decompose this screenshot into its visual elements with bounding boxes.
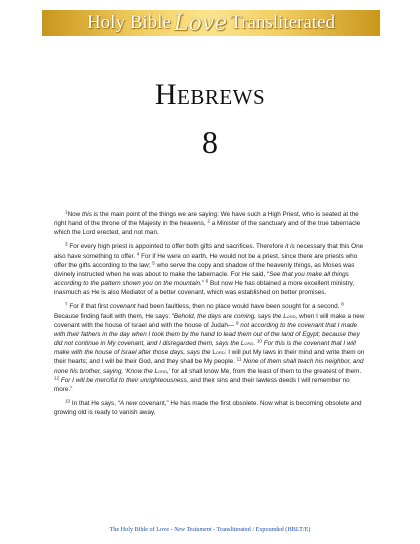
footer-text: The Holy Bible of Love - bbox=[109, 526, 175, 533]
verse-number: 4 bbox=[136, 251, 140, 257]
chapter-text bbox=[54, 210, 366, 422]
verse-number: 5 bbox=[152, 260, 155, 266]
verse-number: 7 bbox=[65, 302, 68, 308]
banner-middle-text: Love bbox=[173, 10, 228, 36]
verse-text: : I will put My laws in their mind and write them on their hearts; and I will be their God, and they shall be My people. bbox=[54, 349, 365, 366]
banner-left-text: Holy Bible bbox=[86, 12, 171, 33]
verse-number: 2 bbox=[207, 218, 210, 224]
lord-text: Lord bbox=[212, 349, 225, 357]
verse-text: For I will be merciful to their unrighteousness bbox=[59, 376, 187, 384]
verse-text: for all shall know Me, from the least of them to the greatest of them. bbox=[170, 367, 362, 375]
verse-text: covenant,” He has made the first obsolete. Now what is becoming obsolete and growing old is ready to vanish away. bbox=[54, 399, 362, 417]
verse-text: A new bbox=[119, 399, 138, 407]
page-footer bbox=[0, 526, 420, 533]
lord-text: Lord bbox=[154, 367, 167, 375]
verse-number: 9 bbox=[235, 320, 239, 326]
chapter-number: 8 bbox=[202, 124, 218, 160]
lord-text: Lord bbox=[240, 340, 254, 348]
footer-text: - Transliterated / Expounded (HBLT/E) bbox=[211, 526, 311, 533]
verse-text: Now bbox=[67, 211, 83, 218]
verse-text: But now He has obtained a more excellent ministry, inasmuch as He is also Mediator of a better covenant, which was established on better promises. bbox=[54, 280, 355, 297]
verse-text: For every high priest is appointed to offer both gifts and sacrifices. Therefore bbox=[67, 243, 286, 251]
verse-number: 13 bbox=[65, 398, 71, 404]
footer-text: New Testament bbox=[174, 526, 212, 533]
verse-text: when I will make a new covenant with the house of Israel and with the house of Judah— bbox=[54, 312, 365, 329]
verse-text: who serve the copy and shadow of the heavenly things, as Moses was divinely instructed when he was about to make the tabernacle. For He said, “ bbox=[54, 261, 355, 278]
verse-number: 1 bbox=[65, 209, 68, 215]
verse-text: had been faultless, then no place would have been sought for a second. bbox=[135, 303, 342, 311]
header-banner bbox=[42, 10, 380, 36]
verse-text: the main point of the things we are saying: We have such a High Priest, who is seated at the right hand of the throne of the Majesty in the heavens, bbox=[54, 211, 359, 228]
verse-text: For this is the covenant that I will make with the house of Israel after those days, says the bbox=[54, 340, 356, 357]
lord-text: Lord bbox=[283, 312, 296, 320]
banner-right-text: Transliterated bbox=[230, 12, 336, 33]
verse-text: not according to the covenant that I made with their fathers in the day when I took them by the hand to lead them out of the land of Egypt; because they did not continue in My covenant, and I disregarded them, says the bbox=[54, 321, 360, 348]
verse-text: None of them shall teach his neighbor, and none his brother, saying, ‘Know the bbox=[54, 358, 364, 375]
verse-text: For if that first bbox=[67, 303, 110, 311]
verse-text: a Minister of the sanctuary and of the true tabernacle which the Lord erected, and not man. bbox=[54, 220, 361, 237]
paragraph-2 bbox=[54, 242, 366, 297]
verse-number: 6 bbox=[205, 278, 209, 284]
paragraph-3 bbox=[54, 302, 366, 394]
verse-number: 12 bbox=[54, 375, 60, 381]
verse-text: ,’ bbox=[166, 367, 171, 375]
verse-text: necessary that this One also have something to offer. bbox=[54, 243, 364, 260]
verse-text: . bbox=[253, 340, 256, 348]
verse-text: ” bbox=[201, 280, 206, 288]
verse-text: , bbox=[295, 312, 298, 320]
verse-number: 3 bbox=[65, 242, 68, 248]
paragraph-4 bbox=[54, 399, 366, 417]
verse-text: covenant bbox=[109, 303, 136, 311]
verse-number: 11 bbox=[236, 356, 242, 362]
verse-number: 8 bbox=[341, 302, 344, 308]
paragraph-1 bbox=[54, 210, 366, 237]
verse-text: it is bbox=[285, 243, 295, 251]
verse-text: For if He were on earth, He would not be a priest, since there are priests who offer the gifts according to the law; bbox=[54, 252, 358, 269]
verse-text: this is bbox=[82, 211, 99, 218]
verse-text: Because finding fault with them, He says: “ bbox=[54, 312, 174, 320]
verse-text: In that He says, “ bbox=[70, 399, 120, 407]
book-title: Hebrews bbox=[154, 78, 266, 111]
verse-text: , and their sins and their lawless deeds I will remember no more.” bbox=[54, 376, 350, 393]
verse-number: 10 bbox=[256, 338, 262, 344]
verse-text: See that you make all things according to the pattern shown you on the mountain. bbox=[54, 270, 349, 288]
verse-text: Behold, the days are coming, says the bbox=[173, 312, 284, 320]
